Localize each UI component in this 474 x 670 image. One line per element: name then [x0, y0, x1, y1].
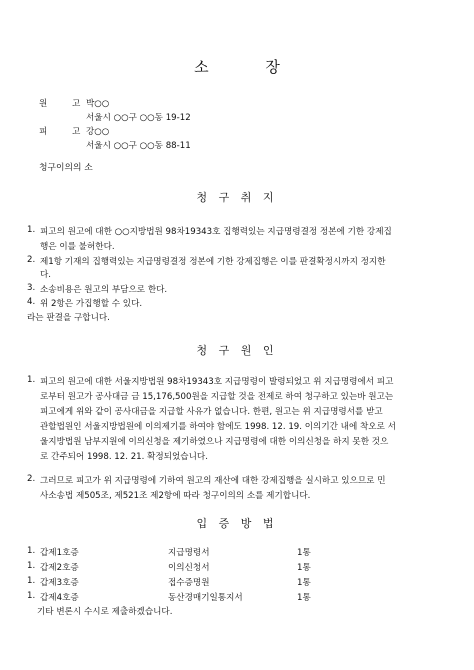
evidence-4-label: 갑제4호증: [40, 593, 79, 603]
claim-closing: 라는 판결을 구합니다.: [27, 313, 110, 323]
evidence-1-count: 1통: [297, 548, 311, 558]
evidence-3-title: 접수증명원: [168, 578, 210, 588]
defendant-role-label: 피 고: [39, 127, 92, 137]
evidence-closing: 기타 변론시 수시로 제출하겠습니다.: [37, 607, 173, 617]
evidence-1-title: 지급명령서: [168, 548, 210, 558]
case-name: 청구이의의 소: [39, 163, 93, 173]
evidence-4-count: 1통: [297, 593, 311, 603]
claim-item-2-line-2: 다.: [40, 270, 52, 280]
evidence-2-title: 이의신청서: [168, 563, 210, 573]
evidence-3-label: 갑제3호증: [40, 578, 79, 588]
evidence-3-num: 1.: [27, 576, 36, 586]
claim-item-1-num: 1.: [27, 225, 36, 235]
cause-item-2-num: 2.: [27, 474, 36, 484]
defendant-name: 강○○: [86, 127, 110, 137]
plaintiff-address: 서울시 ○○구 ○○동 19-12: [86, 113, 191, 123]
cause-item-2-line-1: 그러므로 피고가 위 지급명령에 기하여 원고의 재산에 대한 강제집행을 실시하고 있으므로 민: [40, 476, 386, 486]
cause-item-1-num: 1.: [27, 375, 36, 385]
claim-item-4-num: 4.: [27, 297, 36, 307]
evidence-section-heading: 입 증 방 법: [196, 517, 278, 530]
claim-section-heading: 청 구 취 지: [196, 191, 278, 204]
evidence-2-label: 갑제2호증: [40, 563, 79, 573]
cause-item-1-line-2: 로부터 원고가 공사대금 금 15,176,500원을 지급할 것을 전제로 하여 청구하고 있는바 원고는: [40, 392, 394, 402]
evidence-4-title: 동산경매기일통지서: [168, 593, 243, 603]
cause-item-1-line-4: 관할법원인 서울지방법원에 이의제기를 하여야 함에도 1998. 12. 19. 이의기간 내에 착오로 서: [40, 422, 396, 432]
claim-item-1-line-2: 행은 이를 불허한다.: [40, 242, 115, 252]
cause-item-1-line-1: 피고의 원고에 대한 서울지방법원 98차19343호 지급명령이 발령되었고 위 지급명령에서 피고: [40, 377, 394, 387]
plaintiff-name: 박○○: [86, 99, 110, 109]
defendant-address: 서울시 ○○구 ○○동 88-11: [86, 141, 191, 151]
plaintiff-role-label: 원 고: [39, 99, 92, 109]
cause-item-2-line-2: 사소송법 제505조, 제521조 제2항에 따라 청구이의의 소를 제기합니다.: [40, 491, 311, 501]
cause-item-1-line-5: 울지방법원 남부지원에 이의신청을 제기하였으나 지급명령에 대한 이의신청을 하지 못한 것으: [40, 437, 389, 447]
claim-item-3-line-1: 소송비용은 원고의 부담으로 한다.: [40, 285, 168, 295]
document-title: 소 장: [194, 58, 306, 76]
cause-item-1-line-6: 로 간주되어 1998. 12. 21. 확정되었습니다.: [40, 452, 208, 462]
evidence-4-num: 1.: [27, 591, 36, 601]
claim-item-4-line-1: 위 2항은 가집행할 수 있다.: [40, 299, 143, 309]
cause-item-1-line-3: 피고에게 위와 같이 공사대금을 지급할 사유가 없습니다. 한편, 원고는 위 지급명령서를 받고: [40, 407, 383, 417]
claim-item-3-num: 3.: [27, 283, 36, 293]
claim-item-2-num: 2.: [27, 255, 36, 265]
evidence-2-count: 1통: [297, 563, 311, 573]
claim-item-2-line-1: 제1항 기재의 집행력있는 지급명령결정 정본에 기한 강제집행은 이를 판결확정시까지 정지한: [40, 257, 386, 267]
claim-item-1-line-1: 피고의 원고에 대한 ○○지방법원 98차19343호 집행력있는 지급명령결정 정본에 기한 강제집: [40, 227, 392, 237]
evidence-2-num: 1.: [27, 561, 36, 571]
evidence-1-num: 1.: [27, 546, 36, 556]
evidence-1-label: 갑제1호증: [40, 548, 79, 558]
evidence-3-count: 1통: [297, 578, 311, 588]
cause-section-heading: 청 구 원 인: [196, 344, 278, 357]
